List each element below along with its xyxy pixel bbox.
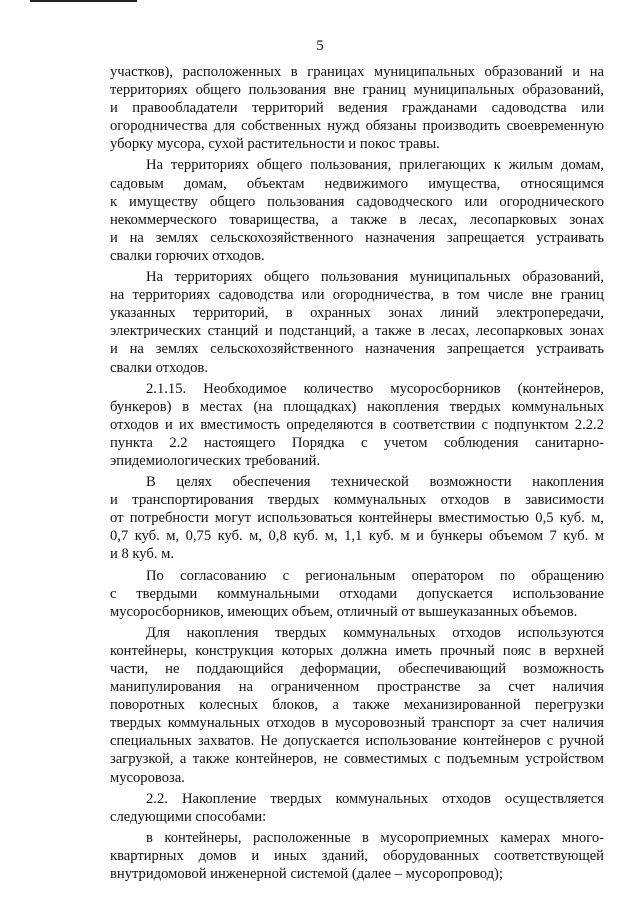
page-number: 5 (316, 38, 324, 54)
text-line: территориях общего пользования вне границ муниципальных образований, (110, 82, 604, 99)
text-line: твердых коммунальных отходов в мусоровозный транспорт за счет наличия (110, 715, 604, 732)
paragraph (110, 790, 604, 826)
text-line: В целях обеспечения технической возможности накопления (146, 474, 604, 491)
text-line: 2.1.15. Необходимое количество мусоросборников (контейнеров, (146, 380, 604, 397)
document-body (110, 63, 604, 886)
text-line: на территориях садоводства или огородничества, в том числе вне границ (110, 287, 604, 304)
text-line: от потребности могут использоваться контейнеры вместимостью 0,5 куб. м, (110, 510, 604, 527)
text-line: загрузкой, а также контейнеров, не совместимых с подъемным устройством (110, 751, 604, 768)
text-line: внутридомовой инженерной системой (далее – мусоропровод); (110, 866, 503, 883)
text-line: мусоровоза. (110, 769, 185, 786)
text-line: с твердыми коммунальными отходами допускается использование (110, 585, 604, 602)
text-line: контейнеры, конструкция которых должна иметь прочный пояс в верхней (110, 642, 604, 659)
text-line: свалки отходов. (110, 359, 208, 376)
text-line: На территориях общего пользования, прилегающих к жилым домам, (146, 157, 604, 174)
text-line: На территориях общего пользования муниципальных образований, (146, 269, 604, 286)
text-line: квартирных домов и иных зданий, оборудованных соответствующей (110, 847, 604, 864)
text-line: поворотных колесных блоков, а также механизированной перегрузки (110, 697, 604, 714)
paragraph (110, 473, 604, 563)
paragraph (110, 380, 604, 470)
text-line: садовым домам, объектам недвижимого имущества, относящимся (110, 175, 604, 192)
text-line: следующими способами: (110, 808, 267, 825)
text-line: некоммерческого товарищества, а также в лесах, лесопарковых зонах (110, 211, 604, 228)
text-line: электрических станций и подстанций, а также в лесах, лесопарковых зонах (110, 323, 604, 340)
text-line: специальных захватов. Не допускается использование контейнеров с ручной (110, 733, 604, 750)
text-line: и транспортирования твердых коммунальных отходов в зависимости (110, 492, 604, 509)
paragraph (110, 829, 604, 883)
paragraph (110, 268, 604, 377)
text-line: отходов и их вместимость определяются в соответствии с подпунктом 2.2.2 (110, 416, 604, 433)
text-line: части, не поддающийся деформации, обеспечивающий возможность (110, 661, 604, 677)
text-line: к имуществу общего пользования садоводческого или огороднического (110, 193, 604, 210)
text-line: участков), расположенных в границах муниципальных образований и на (110, 64, 604, 80)
text-line: Для накопления твердых коммунальных отходов используются (146, 624, 604, 641)
text-line: 2.2. Накопление твердых коммунальных отходов осуществляется (146, 790, 604, 807)
text-line: уборку мусора, сухой растительности и покос травы. (110, 136, 440, 153)
text-line: По согласованию с региональным оператором по обращению (146, 567, 604, 584)
text-line: эпидемиологических требований. (110, 452, 321, 469)
text-line: 0,7 куб. м, 0,75 куб. м, 0,8 куб. м, 1,1 куб. м и бункеры объемом 7 куб. м (110, 528, 604, 545)
text-line: пункта 2.2 настоящего Порядка с учетом соблюдения санитарно- (110, 434, 604, 451)
text-line: мусоросборников, имеющих объем, отличный от вышеуказанных объемов. (110, 603, 578, 620)
text-line: и на землях сельскохозяйственного назначения запрещается устраивать (110, 341, 604, 358)
text-line: манипулирования на ограниченном пространстве за счет наличия (110, 679, 604, 696)
paragraph (110, 156, 604, 265)
text-line: бункеров) в местах (на площадках) накопления твердых коммунальных (110, 398, 604, 415)
text-line: в контейнеры, расположенные в мусороприемных камерах много- (146, 829, 604, 846)
text-line: и на землях сельскохозяйственного назначения запрещается устраивать (110, 229, 604, 246)
paragraph (110, 624, 604, 787)
paragraph (110, 567, 604, 621)
text-line: указанных территорий, в охранных зонах линий электропередачи, (110, 305, 604, 322)
scan-edge-mark (30, 0, 137, 2)
paragraph (110, 63, 604, 153)
text-line: и 8 куб. м. (110, 546, 174, 563)
text-line: и правообладатели территорий ведения гражданами садоводства или (110, 100, 604, 117)
text-line: огородничества для собственных нужд обязаны производить своевременную (110, 118, 604, 135)
text-line: свалки горючих отходов. (110, 247, 265, 264)
